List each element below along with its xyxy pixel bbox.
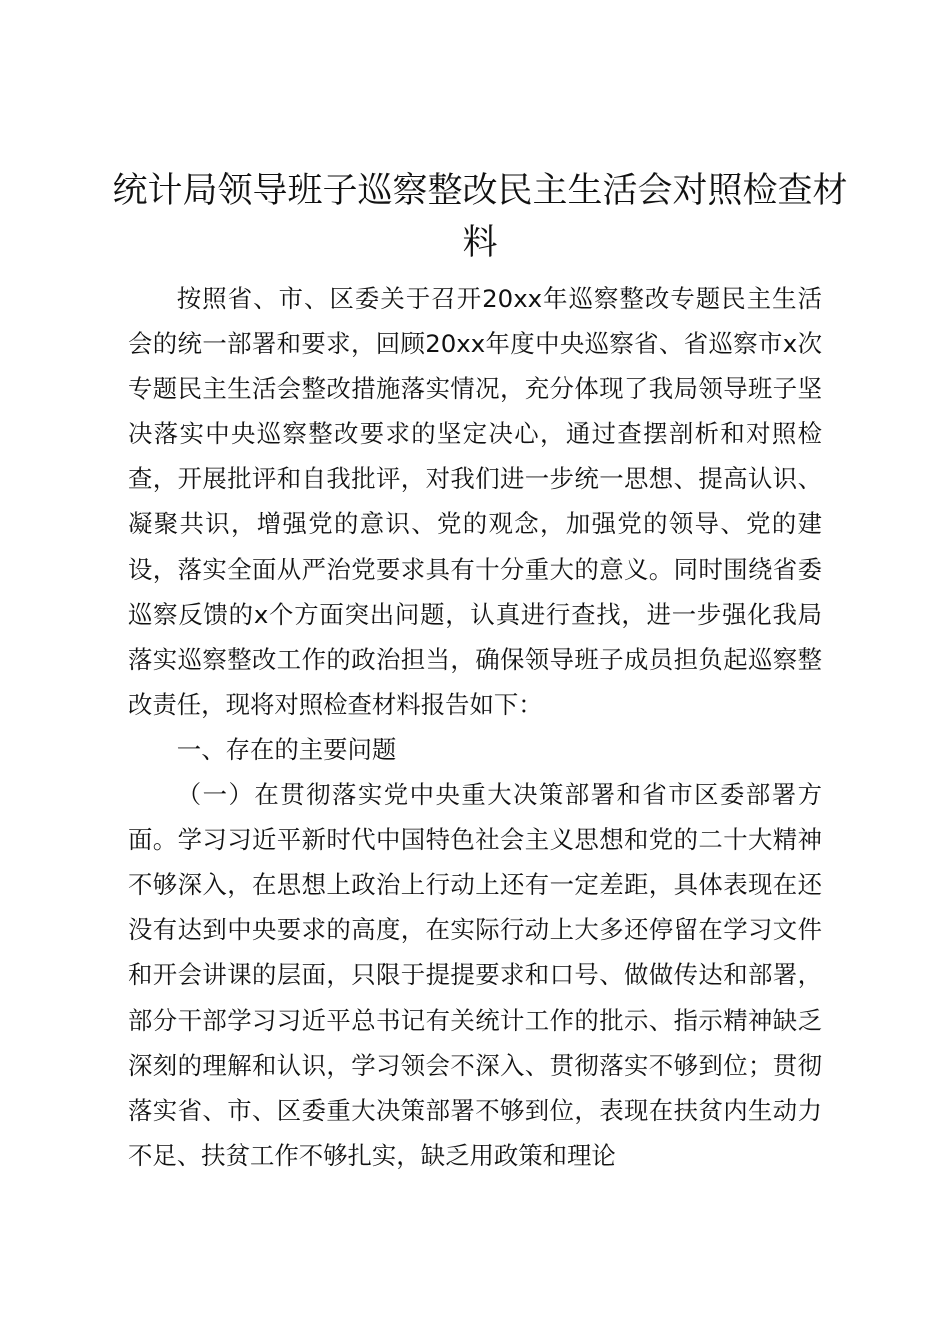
intro-paragraph: 按照省、市、区委关于召开20xx年巡察整改专题民主生活会的统一部署和要求，回顾20xx年度中央巡察省、省巡察市x次专题民主生活会整改措施落实情况，充分体现了我局领导班子坚决落实中央巡察整改要求的坚定决心，通过查摆剖析和对照检查，开展批评和自我批评，对我们进一步统一思想、提高认识、凝聚共识，增强党的意识、党的观念，加强党的领导、党的建设，落实全面从严治党要求具有十分重大的意义。同时围绕省委巡察反馈的x个方面突出问题，认真进行查找，进一步强化我局落实巡察整改工作的政治担当，确保领导班子成员担负起巡察整改责任，现将对照检查材料报告如下： xyxy=(128,284,822,719)
body-paragraph: （一）在贯彻落实党中央重大决策部署和省市区委部署方面。学习习近平新时代中国特色社会主义思想和党的二十大精神不够深入，在思想上政治上行动上还有一定差距，具体表现在还没有达到中央要求的高度，在实际行动上大多还停留在学习文件和开会讲课的层面，只限于提提要求和口号、做做传达和部署，部分干部学习习近平总书记有关统计工作的批示、指示精神缺乏深刻的理解和认识，学习领会不深入、贯彻落实不够到位；贯彻落实省、市、区委重大决策部署不够到位，表现在扶贫内生动力不足、扶贫工作不够扎实，缺乏用政策和理论 xyxy=(128,780,822,1170)
section-heading: 一、存在的主要问题 xyxy=(176,734,397,764)
document-title: 统计局领导班子巡察整改民主生活会对照检查材料 xyxy=(112,171,848,263)
document-body xyxy=(128,276,822,1178)
